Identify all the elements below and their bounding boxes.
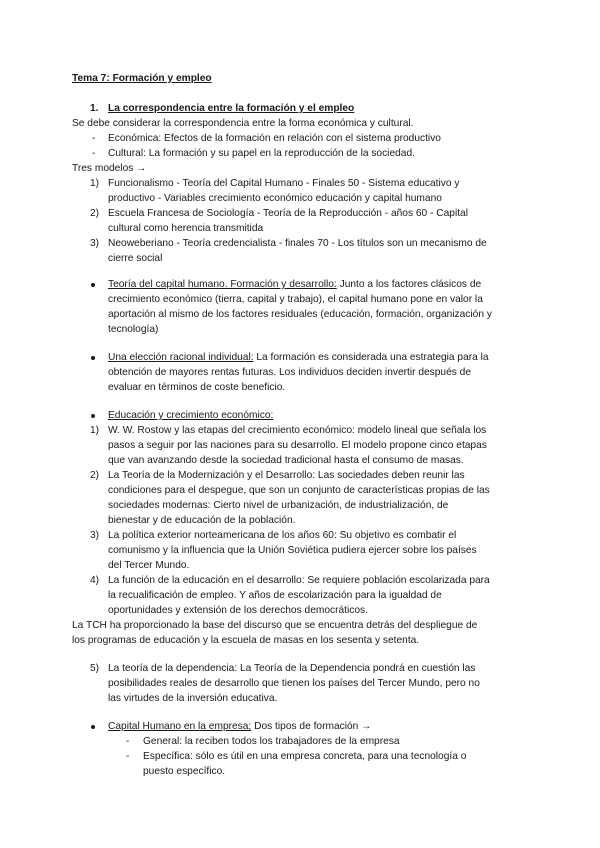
list-line: bienestar y de educación de la población. — [108, 515, 296, 526]
dash-item-especifica-cont: puesto específico. — [143, 766, 226, 777]
list-number: 3) — [90, 238, 100, 249]
model-line: Neoweberiano - Teoría credencialista - finales 70 - Los títulos son un mecanismo de — [108, 238, 487, 249]
list-line: La política exterior norteamericana de los años 60: Su objetivo es combatir el — [108, 530, 457, 541]
list-number: 1) — [90, 178, 100, 189]
bullet-line: aportación al mismo de los factores residuales (educación, formación, organización y — [108, 309, 492, 320]
model-line: cultural como herencia transmitida — [108, 223, 264, 234]
bullet-line: evaluar en términos de coste beneficio. — [108, 382, 286, 393]
list-number: 1) — [90, 425, 100, 436]
list-line: la recualificación de empleo. Y años de escolarización para la igualdad de — [108, 590, 442, 601]
list-line: las virtudes de la inversión educativa. — [108, 693, 278, 704]
dash-marker: - — [126, 751, 130, 762]
bullet-heading: Una elección racional individual: — [108, 352, 254, 363]
bullet-eleccion-line — [108, 350, 489, 365]
list-line: oportunidades y extensión de los derechos democráticos. — [108, 605, 368, 616]
list-number: 5) — [90, 663, 100, 674]
bullet-dot — [91, 725, 95, 729]
bullet-line: crecimiento económico (tierra, capital y trabajo), el capital humano pone en valor la — [108, 294, 483, 305]
list-number: 2) — [90, 208, 100, 219]
bullet-text: La formación es considerada una estrategia para la — [253, 352, 489, 363]
dash-marker: - — [126, 736, 130, 747]
model-line: Funcionalismo - Teoría del Capital Humano - Finales 50 - Sistema educativo y — [108, 178, 460, 189]
list-line: La teoría de la dependencia: La Teoría de la Dependencia pondrá en cuestión las — [108, 663, 476, 674]
bullet-dot — [91, 283, 95, 287]
list-line: pasos a seguir por las naciones para su desarrollo. El modelo propone cinco etapas — [108, 440, 487, 451]
list-line: comunismo y la influencia que la Unión Soviética pudiera ejercer sobre los países — [108, 545, 477, 556]
list-line: La Teoría de la Modernización y el Desarrollo: Las sociedades deben reunir las — [108, 470, 465, 481]
model-line: productivo - Variables crecimiento económico educación y capital humano — [108, 193, 442, 204]
dash-marker: - — [92, 148, 96, 159]
dash-item-especifica: Específica: sólo es útil en una empresa concreta, para una tecnología o — [143, 751, 467, 762]
list-line: condiciones para el despegue, que son un conjunto de características propias de las — [108, 485, 490, 496]
models-label: Tres modelos → — [72, 163, 147, 174]
section-number: 1. — [90, 103, 99, 114]
model-line: Escuela Francesa de Sociología - Teoría de la Reproducción - años 60 - Capital — [108, 208, 468, 219]
list-line: sociedades modernas: Cierto nivel de urbanización, de industrialización, de — [108, 500, 449, 511]
dash-marker: - — [92, 133, 96, 144]
model-line: cierre social — [108, 253, 163, 264]
dash-item-cultural: Cultural: La formación y su papel en la reproducción de la sociedad. — [108, 148, 415, 159]
bullet-heading: Educación y crecimiento económico: — [108, 410, 274, 421]
section-intro: Se debe considerar la correspondencia entre la forma económica y cultural. — [72, 118, 414, 129]
bullet-dot — [91, 414, 95, 418]
tch-paragraph-line: La TCH ha proporcionado la base del discurso que se encuentra detrás del despliegue de — [72, 620, 478, 631]
dash-item-economica: Económica: Efectos de la formación en relación con el sistema productivo — [108, 133, 441, 144]
bullet-text: Dos tipos de formación → — [251, 721, 372, 732]
bullet-capital-line — [108, 277, 481, 292]
list-number: 4) — [90, 575, 100, 586]
list-line: La función de la educación en el desarrollo: Se requiere población escolarizada para — [108, 575, 490, 586]
list-number: 2) — [90, 470, 100, 481]
list-line: que van avanzando desde la sociedad tradicional hasta el consumo de masas. — [108, 455, 464, 466]
section-heading: La correspondencia entre la formación y el empleo — [108, 103, 355, 114]
tch-paragraph-line: los programas de educación y la escuela de masas en los sesenta y setenta. — [72, 635, 420, 646]
list-line: del Tercer Mundo. — [108, 560, 190, 571]
list-line: W. W. Rostow y las etapas del crecimiento económico: modelo lineal que señala los — [108, 425, 487, 436]
bullet-empresa-line — [108, 719, 371, 734]
page-title: Tema 7: Formación y empleo — [72, 73, 212, 84]
bullet-line: obtención de mayores rentas futuras. Los individuos deciden invertir después de — [108, 367, 472, 378]
bullet-heading: Capital Humano en la empresa; — [108, 721, 252, 732]
dash-item-general: General: la reciben todos los trabajadores de la empresa — [143, 736, 400, 747]
list-number: 3) — [90, 530, 100, 541]
bullet-text: Junto a los factores clásicos de — [336, 279, 482, 290]
bullet-dot — [91, 356, 95, 360]
bullet-heading: Teoría del capital humano. Formación y desarrollo: — [108, 279, 337, 290]
list-line: posibilidades reales de desarrollo que tienen los países del Tercer Mundo, pero no — [108, 678, 480, 689]
bullet-line: tecnología) — [108, 324, 159, 335]
